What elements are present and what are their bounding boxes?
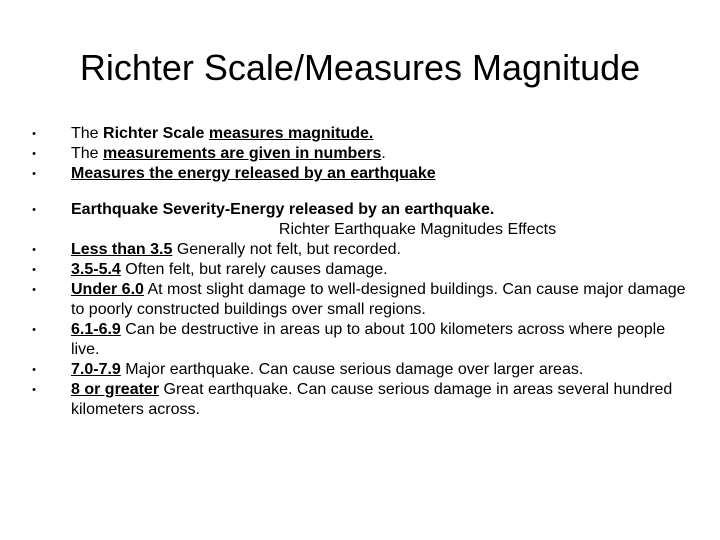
severity-heading: Earthquake Severity-Energy released by an earthquake.: [71, 201, 495, 218]
item-underlined: measures magnitude.: [208, 125, 374, 142]
magnitude-item: [28, 280, 698, 320]
magnitude-effect: Often felt, but rarely causes damage.: [120, 261, 388, 278]
magnitude-effect: Generally not felt, but recorded.: [172, 241, 401, 258]
item-underlined: Measures the energy released by an earthquake: [71, 165, 436, 182]
slide-title: Richter Scale/Measures Magnitude: [79, 47, 641, 88]
bullet-icon: •: [32, 148, 36, 160]
magnitude-effect: At most slight damage to well-designed buildings. Can cause major damage to poorly constructed buildings over small regions.: [71, 281, 686, 318]
bullet-icon: •: [32, 264, 36, 276]
magnitude-item: [28, 380, 698, 420]
item-bold: Richter Scale: [103, 125, 209, 142]
slide-body: [28, 124, 698, 420]
bullet-icon: •: [32, 128, 36, 140]
magnitude-item: [28, 360, 698, 380]
magnitude-effect: Great earthquake. Can cause serious damage in areas several hundred kilometers across.: [71, 381, 673, 418]
list-item: [28, 144, 698, 164]
magnitude-item: [28, 320, 698, 360]
bullet-icon: •: [32, 168, 36, 180]
item-underlined: measurements are given in numbers: [103, 145, 382, 162]
magnitude-range: 3.5-5.4: [71, 261, 121, 278]
item-prefix: The: [71, 125, 104, 142]
bullet-icon: •: [32, 364, 36, 376]
magnitude-item: [28, 260, 698, 280]
bullet-icon: •: [32, 204, 36, 216]
list-item: [28, 124, 698, 144]
bullet-icon: •: [32, 384, 36, 396]
list-item-heading: [28, 200, 698, 240]
bullet-icon: •: [32, 324, 36, 336]
list-item: [28, 164, 698, 184]
magnitude-item: [28, 240, 698, 260]
magnitude-range: 8 or greater: [71, 381, 160, 398]
bullet-icon: •: [32, 244, 36, 256]
bullet-icon: •: [32, 284, 36, 296]
magnitude-range: 7.0-7.9: [71, 361, 121, 378]
magnitude-effect: Can be destructive in areas up to about 100 kilometers across where people live.: [71, 321, 666, 358]
item-rest: .: [381, 145, 386, 162]
item-prefix: The: [71, 145, 104, 162]
magnitudes-subheading: Richter Earthquake Magnitudes Effects: [278, 221, 557, 238]
magnitude-effect: Major earthquake. Can cause serious damage over larger areas.: [120, 361, 584, 378]
magnitude-range: Less than 3.5: [71, 241, 173, 258]
magnitude-range: 6.1-6.9: [71, 321, 121, 338]
magnitude-range: Under 6.0: [71, 281, 144, 298]
